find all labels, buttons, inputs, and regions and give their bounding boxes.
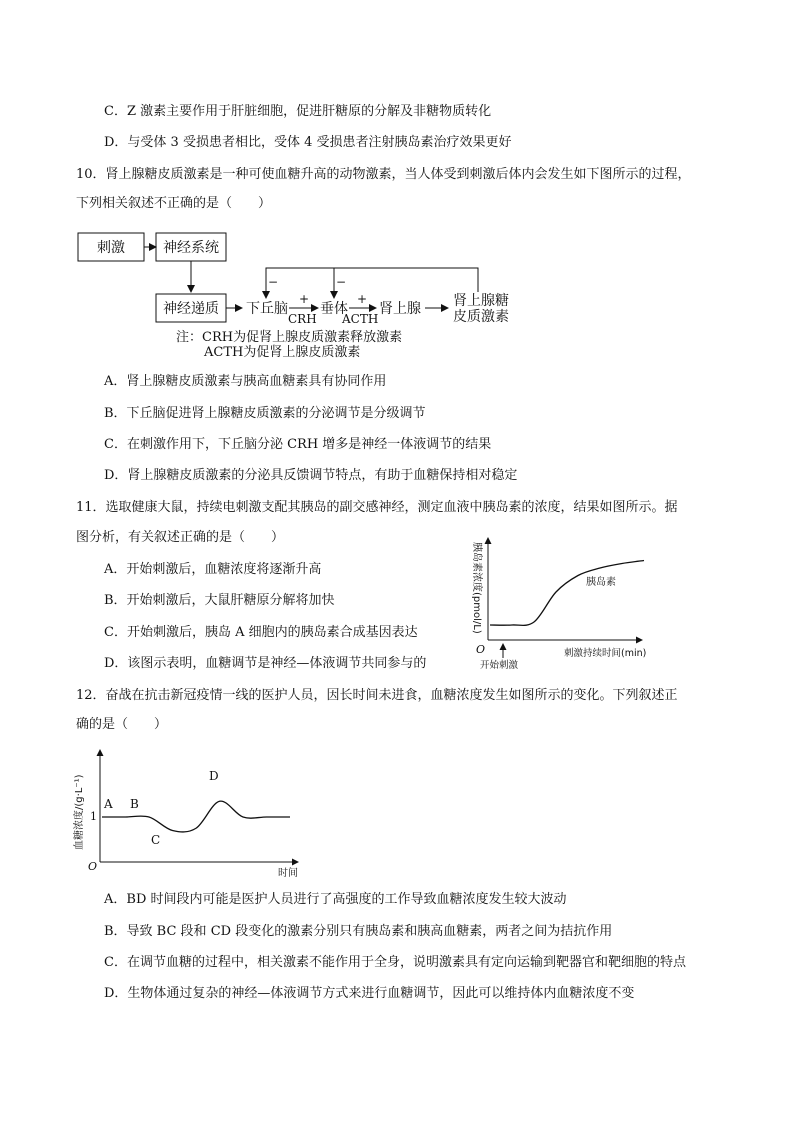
point-d-label: D	[209, 769, 219, 783]
start-stimulus-label: 开始刺激	[480, 660, 519, 671]
acth-label: ACTH	[342, 312, 379, 326]
point-b-label: B	[130, 797, 139, 811]
minus-sign-2: −	[336, 275, 347, 289]
q11-option-b: B．开始刺激后，大鼠肝糖原分解将加快	[104, 593, 335, 608]
q10-option-a: A．肾上腺糖皮质激素与胰高血糖素具有协同作用	[104, 374, 387, 389]
y-axis-label: 胰岛素浓度(pmol/L)	[471, 542, 482, 634]
q10-option-c: C．在刺激作用下，下丘脑分泌 CRH 增多是神经一体液调节的结果	[104, 437, 492, 452]
glucocorticoid-line1: 肾上腺糖	[453, 293, 509, 309]
q11-option-c: C．开始刺激后，胰岛 A 细胞内的胰岛素合成基因表达	[104, 625, 418, 640]
q12-stem-line1: 12．奋战在抗击新冠疫情一线的医护人员，因长时间未进食，血糖浓度发生如图所示的变化。下列叙述正	[76, 688, 678, 703]
q11-stem-line1: 11．选取健康大鼠，持续电刺激支配其胰岛的副交感神经，测定血液中胰岛素的浓度，结果如图所示。据	[76, 500, 678, 515]
x-axis-label: 时间	[278, 868, 298, 879]
q11-option-d: D．该图示表明，血糖调节是神经—体液调节共同参与的	[104, 656, 427, 671]
q10-stem-line2: 下列相关叙述不正确的是（ ）	[76, 196, 272, 211]
pituitary-label: 垂体	[320, 301, 348, 317]
diagram-note-1: 注：CRH为促肾上腺皮质激素释放激素	[176, 330, 403, 345]
q12-option-c: C．在调节血糖的过程中，相关激素不能作用于全身，说明激素具有定向运输到靶器官和靶细胞的特点	[104, 955, 686, 970]
adrenal-label: 肾上腺	[379, 301, 421, 317]
insulin-series-label: 胰岛素	[586, 577, 616, 588]
q9-option-c: C．Z 激素主要作用于肝脏细胞，促进肝糖原的分解及非糖物质转化	[104, 104, 492, 119]
q12-blood-glucose-chart	[72, 742, 312, 882]
feedback-to-hypothalamus	[266, 268, 478, 298]
q12-option-d: D．生物体通过复杂的神经—体液调节方式来进行血糖调节，因此可以维持体内血糖浓度不变	[104, 986, 635, 1001]
y-tick-1: 1	[90, 810, 97, 823]
q12-stem-line2: 确的是（ ）	[76, 717, 168, 732]
q10-option-b: B．下丘脑促进肾上腺糖皮质激素的分泌调节是分级调节	[104, 406, 426, 421]
q12-option-b: B．导致 BC 段和 CD 段变化的激素分别只有胰岛素和胰高血糖素，两者之间为拮抗作用	[104, 924, 613, 939]
q10-stem-line1: 10．肾上腺糖皮质激素是一种可使血糖升高的动物激素，当人体受到刺激后体内会发生如下图所示的过程，	[76, 167, 691, 182]
q11-insulin-chart	[462, 532, 662, 672]
plus-sign-1: +	[299, 292, 310, 306]
insulin-curve	[490, 561, 644, 626]
point-c-label: C	[151, 833, 161, 847]
y-axis-label: 血糖浓度/(g·L⁻¹)	[74, 774, 85, 850]
nervous-system-label: 神经系统	[163, 240, 219, 256]
diagram-note-2: ACTH为促肾上腺皮质激素	[204, 345, 361, 360]
neurotransmitter-label: 神经递质	[163, 301, 219, 317]
plus-sign-2: +	[357, 292, 368, 306]
q10-flow-diagram	[70, 228, 530, 363]
q10-option-d: D．肾上腺糖皮质激素的分泌具反馈调节特点，有助于血糖保持相对稳定	[104, 468, 518, 483]
q11-option-a: A．开始刺激后，血糖浓度将逐渐升高	[104, 562, 322, 577]
x-axis-label: 刺激持续时间(min)	[564, 648, 647, 659]
origin-label: O	[476, 643, 486, 656]
hypothalamus-label: 下丘脑	[246, 301, 288, 317]
point-a-label: A	[104, 797, 113, 811]
q9-option-d: D．与受体 3 受损患者相比，受体 4 受损患者注射胰岛素治疗效果更好	[104, 135, 512, 150]
stimulus-label: 刺激	[97, 240, 125, 256]
minus-sign-1: −	[268, 275, 279, 289]
glucocorticoid-line2: 皮质激素	[453, 309, 509, 325]
origin-label: O	[88, 860, 98, 873]
crh-label: CRH	[288, 312, 317, 326]
q11-stem-line2: 图分析，有关叙述正确的是（ ）	[76, 530, 285, 545]
q12-option-a: A．BD 时间段内可能是医护人员进行了高强度的工作导致血糖浓度发生较大波动	[104, 892, 567, 907]
